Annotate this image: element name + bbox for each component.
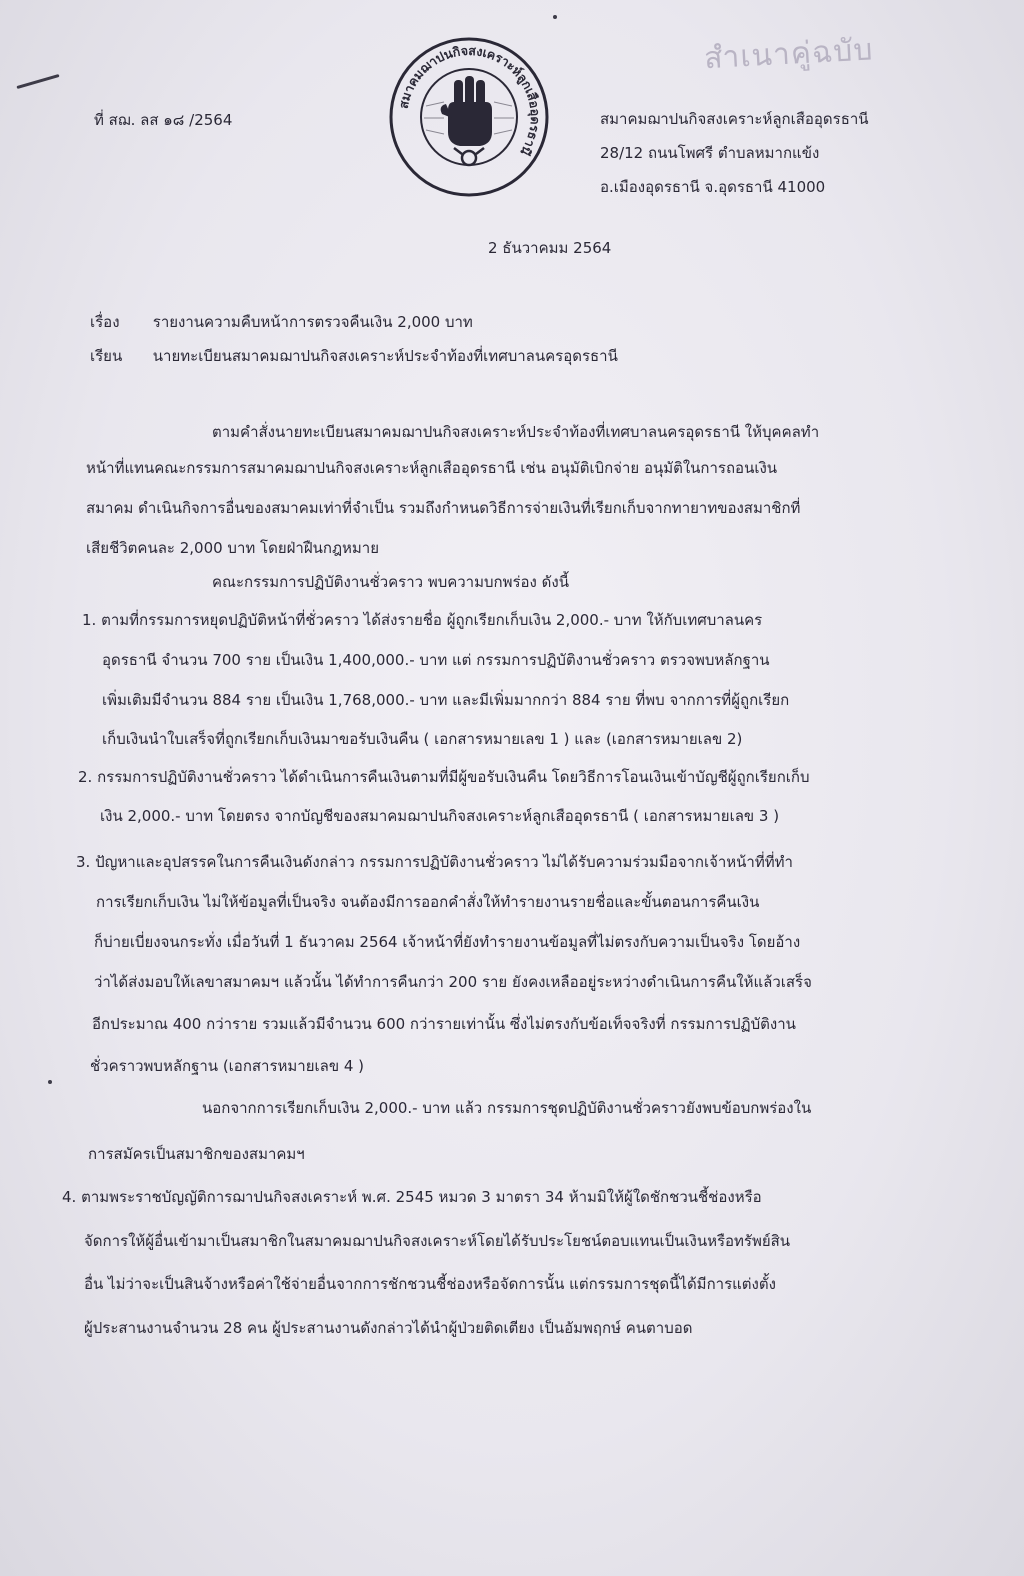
address-line: สมาคมฌาปนกิจสงเคราะห์ลูกเสืออุดรธานี xyxy=(600,110,869,128)
recipient-text: นายทะเบียนสมาคมฌาปนกิจสงเคราะห์ประจำท้องที่เทศบาลนครอุดรธานี xyxy=(152,347,618,365)
body-line: สมาคม ดำเนินกิจการอื่นของสมาคมเท่าที่จำเป็น รวมถึงกำหนดวิธีการจ่ายเงินที่เรียกเก็บจากทายาทของสมาชิกที่ xyxy=(86,499,801,517)
body-line: ว่าได้ส่งมอบให้เลขาสมาคมฯ แล้วนั้น ได้ทำการคืนกว่า 200 ราย ยังคงเหลืออยู่ระหว่างดำเนินการคืนให้แล้วเสร็จ xyxy=(94,973,812,991)
body-line: 3. ปัญหาและอุปสรรคในการคืนเงินดังกล่าว กรรมการปฏิบัติงานชั่วคราว ไม่ได้รับความร่วมมือจากเจ้าหน้าที่ที่ทำ xyxy=(76,853,793,871)
body-line: นอกจากการเรียกเก็บเงิน 2,000.- บาท แล้ว กรรมการชุดปฏิบัติงานชั่วคราวยังพบข้อบกพร่องใน xyxy=(202,1099,812,1117)
address-line: อ.เมืองอุดรธานี จ.อุดรธานี 41000 xyxy=(600,178,826,196)
scout-hand-emblem xyxy=(441,76,492,165)
recipient-line xyxy=(90,344,618,368)
body-line: 4. ตามพระราชบัญญัติการฌาปนกิจสงเคราะห์ พ.ศ. 2545 หมวด 3 มาตรา 34 ห้ามมิให้ผู้ใดชักชวนชี้ช่องหรือ xyxy=(62,1188,762,1206)
body-line: ผู้ประสานงานจำนวน 28 คน ผู้ประสานงานดังกล่าวได้นำผู้ป่วยติดเตียง เป็นอัมพฤกษ์ คนตาบอด xyxy=(84,1319,693,1337)
letter-date: 2 ธันวาคมม 2564 xyxy=(488,239,612,257)
ink-dot xyxy=(553,15,557,19)
body-line: 1. ตามที่กรรมการหยุดปฏิบัติหน้าที่ชั่วคราว ได้ส่งรายชื่อ ผู้ถูกเรียกเก็บเงิน 2,000.- บาท ให้กับเทศบาลนคร xyxy=(82,611,763,629)
body-line: เก็บเงินนำใบเสร็จที่ถูกเรียกเก็บเงินมาขอรับเงินคืน ( เอกสารหมายเลข 1 ) และ (เอกสารหมายเลข 2) xyxy=(102,730,743,748)
sender-address xyxy=(600,102,869,204)
body-line: การเรียกเก็บเงิน ไม่ให้ข้อมูลที่เป็นจริง จนต้องมีการออกคำสั่งให้ทำรายงานรายชื่อและขั้นตอนการคืนเงิน xyxy=(96,893,760,911)
body-line: อื่น ไม่ว่าจะเป็นสินจ้างหรือค่าใช้จ่ายอื่นจากการชักชวนชี้ช่องหรือจัดการนั้น แต่กรรมการชุดนี้ได้มีการแต่งตั้ง xyxy=(84,1275,776,1293)
body-line: ตามคำสั่งนายทะเบียนสมาคมฌาปนกิจสงเคราะห์ประจำท้องที่เทศบาลนครอุดรธานี ให้บุคคลทำ xyxy=(212,423,820,441)
recipient-label: เรียน xyxy=(90,347,123,365)
reference-number: ที่ สฌ. ลส ๑๘ /2564 xyxy=(94,111,233,129)
body-line: 2. กรรมการปฏิบัติงานชั่วคราว ได้ดำเนินการคืนเงินตามที่มีผู้ขอรับเงินคืน โดยวิธีการโอนเงินเข้าบัญชีผู้ถูกเรียกเก็บ xyxy=(78,768,810,786)
copy-stamp: สำเนาคู่ฉบับ xyxy=(703,32,875,77)
seal-text: สมาคมฌาปนกิจสงเคราะห์ลูกเสืออุดรธานี xyxy=(395,42,544,159)
subject-label: เรื่อง xyxy=(90,313,120,331)
body-line: ก็บ่ายเบี่ยงจนกระทั่ง เมื่อวันที่ 1 ธันวาคม 2564 เจ้าหน้าที่ยังทำรายงานข้อมูลที่ไม่ตรงกับความเป็นจริง โดยอ้าง xyxy=(94,933,801,951)
ink-dot xyxy=(48,1080,52,1084)
body-line: อุดรธานี จำนวน 700 ราย เป็นเงิน 1,400,000.- บาท แต่ กรรมการปฏิบัติงานชั่วคราว ตรวจพบหลักฐาน xyxy=(102,651,770,669)
body-line: จัดการให้ผู้อื่นเข้ามาเป็นสมาชิกในสมาคมฌาปนกิจสงเคราะห์โดยได้รับประโยชน์ตอบแทนเป็นเงินหรือทรัพย์สิน xyxy=(84,1232,791,1250)
body-line: อีกประมาณ 400 กว่าราย รวมแล้วมีจำนวน 600 กว่ารายเท่านั้น ซึ่งไม่ตรงกับข้อเท็จจริงที่ กรรมการปฏิบัติงาน xyxy=(92,1015,796,1033)
body-line: ชั่วคราวพบหลักฐาน (เอกสารหมายเลข 4 ) xyxy=(90,1057,365,1075)
subject-line xyxy=(90,310,473,334)
pen-mark xyxy=(16,74,59,89)
subject-text: รายงานความคืบหน้าการตรวจคืนเงิน 2,000 บาท xyxy=(152,313,473,331)
body-line: เพิ่มเติมมีจำนวน 884 ราย เป็นเงิน 1,768,000.- บาท และมีเพิ่มมากกว่า 884 ราย ที่พบ จากการที่ผู้ถูกเรียก xyxy=(102,691,790,709)
body-line: เสียชีวิตคนละ 2,000 บาท โดยฝ่าฝืนกฎหมาย xyxy=(86,539,380,557)
body-line: เงิน 2,000.- บาท โดยตรง จากบัญชีของสมาคมฌาปนกิจสงเคราะห์ลูกเสืออุดรธานี ( เอกสารหมายเลข 3 ) xyxy=(100,807,780,825)
body-line: หน้าที่แทนคณะกรรมการสมาคมฌาปนกิจสงเคราะห์ลูกเสืออุดรธานี เช่น อนุมัติเบิกจ่าย อนุมัติในการถอนเงิน xyxy=(86,459,778,477)
address-line: 28/12 ถนนโพศรี ตำบลหมากแข้ง xyxy=(600,144,820,162)
body-line: คณะกรรมการปฏิบัติงานชั่วคราว พบความบกพร่อง ดังนี้ xyxy=(212,573,569,591)
body-line: การสมัครเป็นสมาชิกของสมาคมฯ xyxy=(88,1145,305,1163)
association-seal xyxy=(388,36,550,198)
